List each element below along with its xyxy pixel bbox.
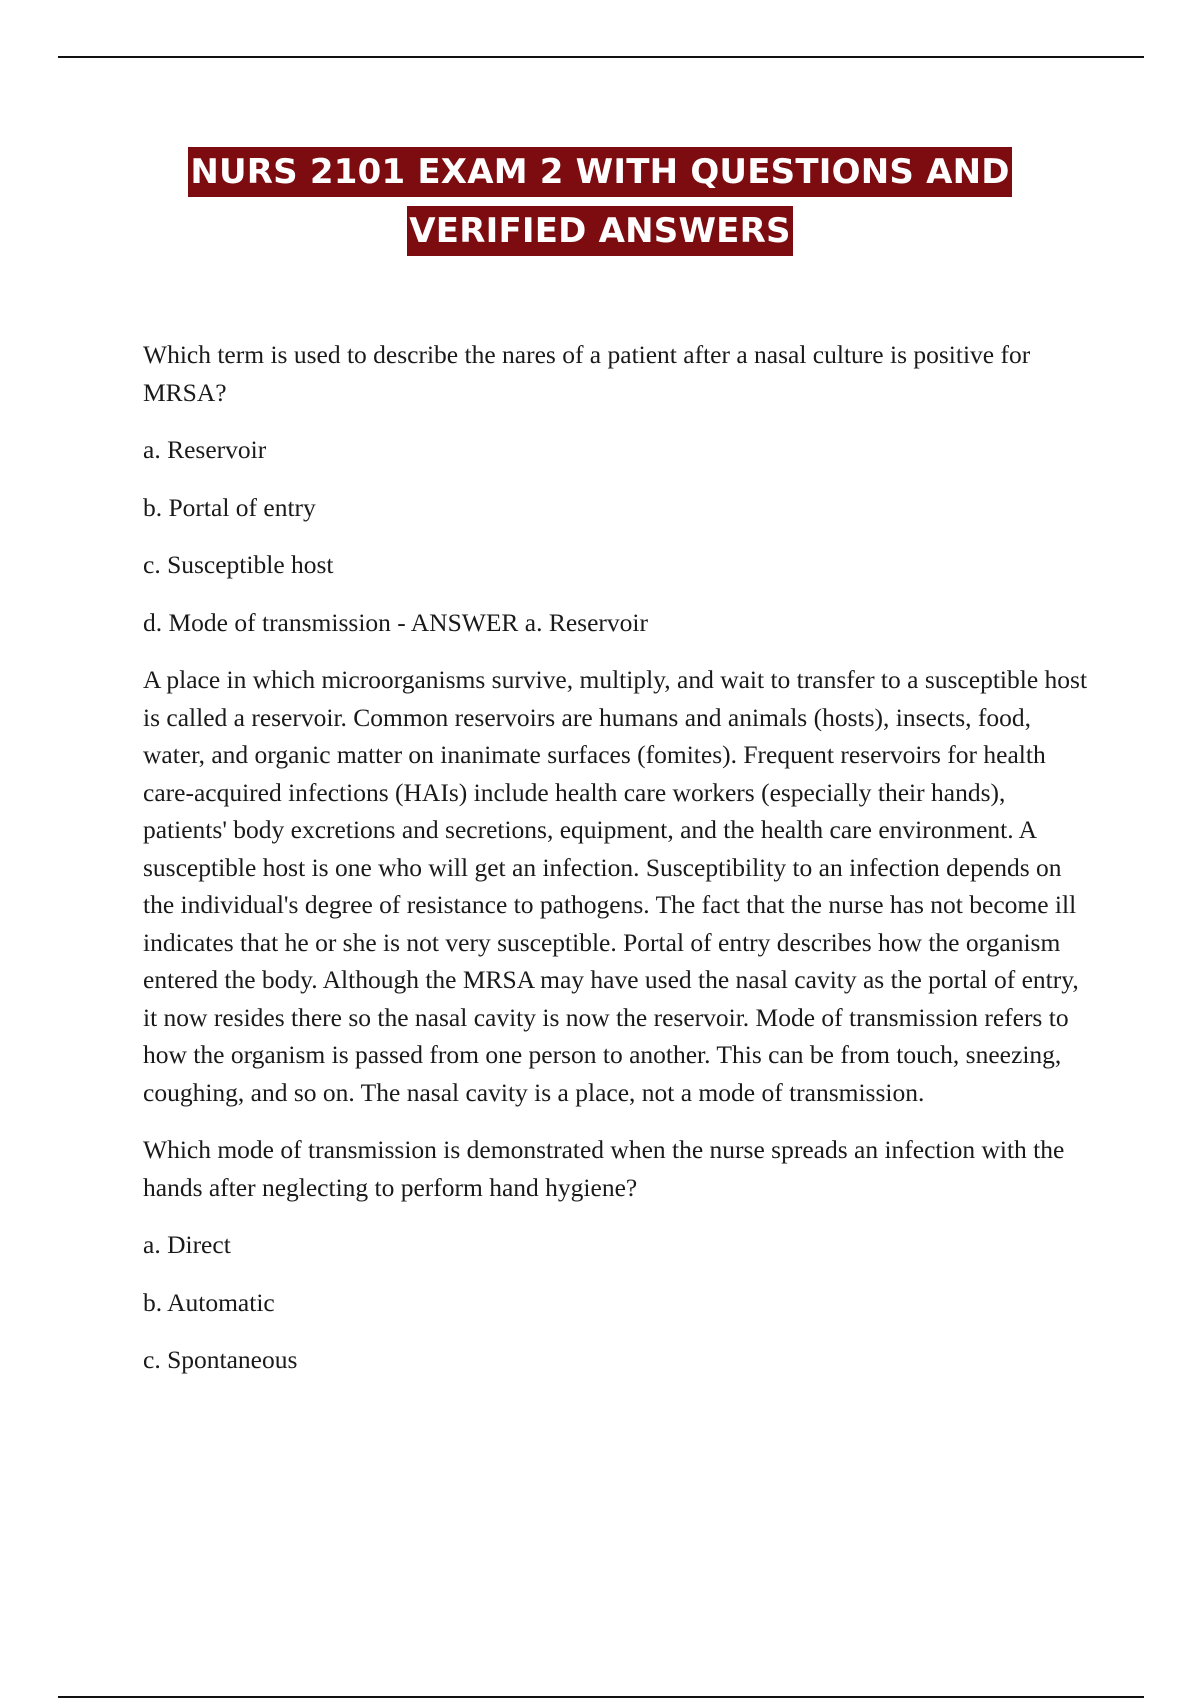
document-title <box>0 143 1200 261</box>
title-line-1: NURS 2101 EXAM 2 WITH QUESTIONS AND <box>188 147 1011 197</box>
question-2-option-a: a. Direct <box>143 1230 231 1259</box>
question-1-option-a: a. Reservoir <box>143 435 267 464</box>
question-2-option-b: b. Automatic <box>143 1287 275 1317</box>
title-line-2: VERIFIED ANSWERS <box>407 206 792 256</box>
top-rule <box>58 56 1144 58</box>
question-2-option-c: c. Spontaneous <box>143 1345 298 1374</box>
question-1-rationale: A place in which microorganisms survive, multiply, and wait to transfer to a susceptible host is called a reservoir. Common reservoirs are humans and animals (hosts), insects, food, water, and organic matter on inanimate surfaces (fomites). Frequent reservoirs for health care-acquired infections (HAIs) include health care workers (especially their hands), patients' body excretions and secretions, equipment, and the health care environment. A susceptible host is one who will get an infection. Susceptibility to an infection depends on the individual's degree of resistance to pathogens. The fact that the nurse has not become ill indicates that he or she is not very susceptible. Portal of entry describes how the organism entered the body. Although the MRSA may have used the nasal cavity as the portal of entry, it now resides there so the nasal cavity is now the reservoir. Mode of transmission refers to how the organism is passed from one person to another. This can be from touch, sneezing, coughing, and so on. The nasal cavity is a place, not a mode of transmission. <box>143 665 1088 1107</box>
bottom-rule <box>58 1696 1144 1698</box>
question-1-option-b: b. Portal of entry <box>143 492 316 522</box>
document-body <box>143 336 1088 1399</box>
question-2-stem: Which mode of transmission is demonstrated when the nurse spreads an infection with the hands after neglecting to perform hand hygiene? <box>143 1135 1065 1202</box>
question-1-stem: Which term is used to describe the nares of a patient after a nasal culture is positive for MRSA? <box>143 340 1031 407</box>
question-1-option-c: c. Susceptible host <box>143 550 334 579</box>
question-1-option-d-answer: d. Mode of transmission - ANSWER a. Reservoir <box>143 607 648 637</box>
